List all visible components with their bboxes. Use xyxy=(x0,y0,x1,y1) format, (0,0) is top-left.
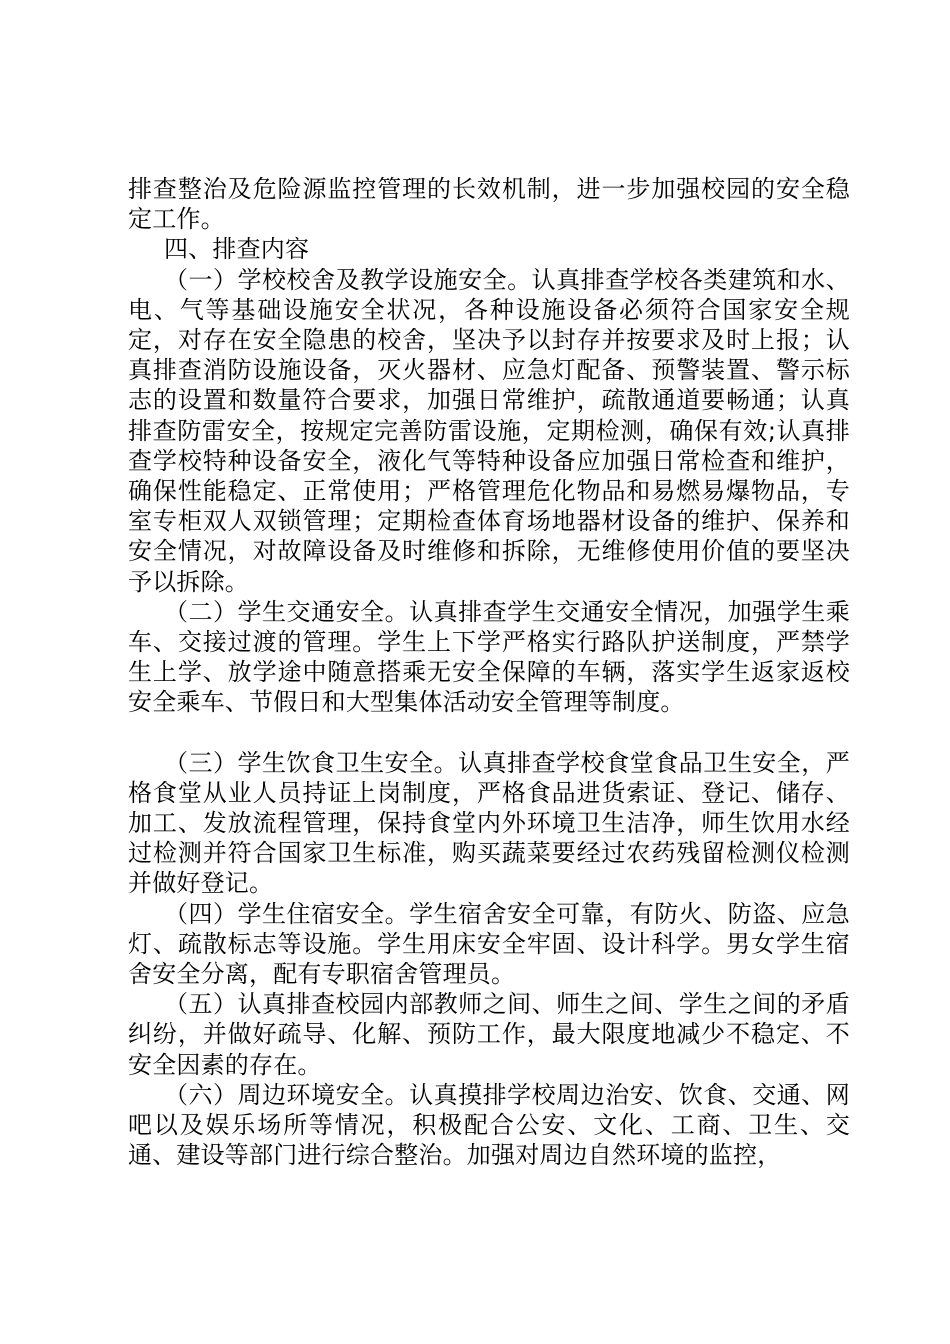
paragraph-item-1-school-buildings: （一）学校校舍及教学设施安全。认真排查学校各类建筑和水、电、气等基础设施安全状况，各种设施设备必须符合国家安全规定，对存在安全隐患的校舍，坚决予以封存并按要求及时上报；认真排查消防设施设备，灭火器材、应急灯配备、预警装置、警示标志的设置和数量符合要求，加强日常维护，疏散通道要畅通；认真排查防雷安全，按规定完善防雷设施，定期检测，确保有效;认真排查学校特种设备安全，液化气等特种设备应加强日常检查和维护，确保性能稳定、正常使用；严格管理危化物品和易燃易爆物品，专室专柜双人双锁管理；定期检查体育场地器材设备的维护、保养和安全情况，对故障设备及时维修和拆除，无维修使用价值的要坚决予以拆除。 xyxy=(128,265,850,596)
document-body xyxy=(128,174,850,1171)
paragraph-item-3-food-safety: （三）学生饮食卫生安全。认真排查学校食堂食品卫生安全，严格食堂从业人员持证上岗制度，严格食品进货索证、登记、储存、加工、发放流程管理，保持食堂内外环境卫生洁净，师生饮用水经过检测并符合国家卫生标准，购买蔬菜要经过农药残留检测仪检测并做好登记。 xyxy=(128,748,850,898)
paragraph-item-4-dormitory-safety: （四）学生住宿安全。学生宿舍安全可靠，有防火、防盗、应急灯、疏散标志等设施。学生用床安全牢固、设计科学。男女学生宿舍安全分离，配有专职宿舍管理员。 xyxy=(128,899,850,989)
paragraph-intro-continuation: 排查整治及危险源监控管理的长效机制，进一步加强校园的安全稳定工作。 xyxy=(128,175,850,234)
section-heading-check-content: 四、排查内容 xyxy=(164,235,310,264)
paragraph-spacer xyxy=(128,718,850,748)
paragraph-item-6-surroundings: （六）周边环境安全。认真摸排学校周边治安、饮食、交通、网吧以及娱乐场所等情况，积极配合公安、文化、工商、卫生、交通、建设等部门进行综合整治。加强对周边自然环境的监控， xyxy=(128,1080,850,1170)
paragraph-item-5-disputes: （五）认真排查校园内部教师之间、师生之间、学生之间的矛盾纠纷，并做好疏导、化解、预防工作，最大限度地减少不稳定、不安全因素的存在。 xyxy=(128,990,850,1079)
paragraph-item-2-traffic-safety: （二）学生交通安全。认真排查学生交通安全情况，加强学生乘车、交接过渡的管理。学生上下学严格实行路队护送制度，严禁学生上学、放学途中随意搭乘无安全保障的车辆，落实学生返家返校安全乘车、节假日和大型集体活动安全管理等制度。 xyxy=(128,597,850,717)
